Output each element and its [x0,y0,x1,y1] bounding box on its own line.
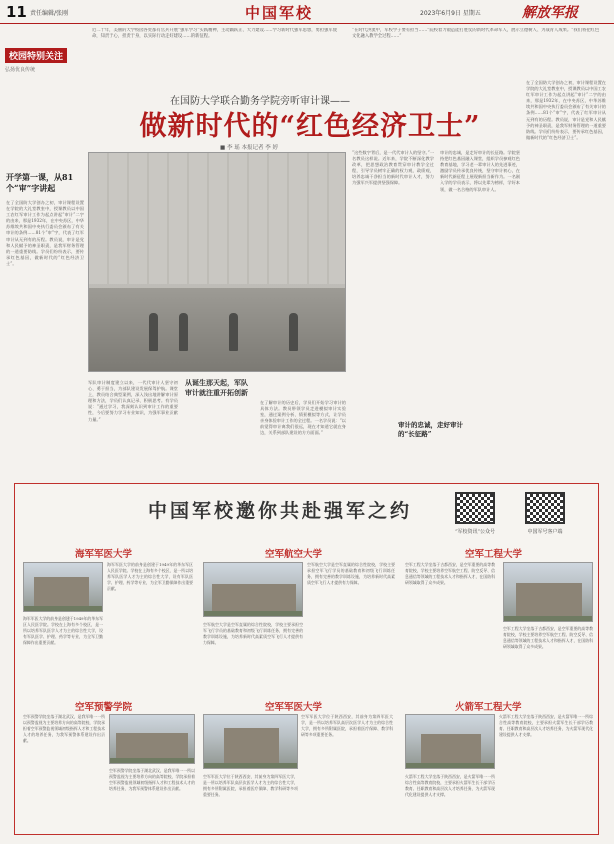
school-text: 火箭军工程大学坐落于陕西西安，是火箭军唯一一所综合性高等教育院校，主要承担火箭军生长干部学历教育、任职教育和高层次人才培养任务，为火箭军现代化建设提供人才支撑。 [405,774,495,797]
school-text: 空军预警学院坐落于湖北武汉，是我军唯一一所以预警监视为主要培养方向的高等院校，学院承担着空军预警监视领域初级指挥人才和工程技术人才的培养任务，为我军预警体系建设作出贡献。 [109,768,195,791]
school-text: 火箭军工程大学坐落于陕西西安，是火箭军唯一一所综合性高等教育院校，主要承担火箭军生长干部学历教育、任职教育和高层次人才培养任务，为火箭军现代化建设提供人才支撑。 [499,714,593,737]
issue-date: 2023年6月9日 星期五 [420,10,481,17]
subhead-loyalty: 审计的忠诚，走好审计的“长征路” [398,421,463,438]
article-column-6: 在了全国防大学创办之初，审计课程设置在学院的大礼堂教室中，授课教员以中国工农红军审计工作为起点讲起“审计”二字的由来，那是1932年，在中央苏区，中华苏维埃共和国中央执行委员会颁布了有关审计的条例……81个“审”字，代表了红军审计从无到有的历程。教员说，审计是党和人民赋予的神圣职责，是我军财务管理的一道重要防线。学员们纷纷表示，要传承红色基因，做新时代的“红色经济卫士”。 [526,80,606,140]
ad-title: 中国军校邀你共赴强军之约 [147,500,412,522]
school-text: 空军军医大学位于陕西西安，其前身为第四军医大学，是一所以培养军队高层次医学人才为主的综合性大学，拥有多所附属医院，承担着医疗保障、教学科研等多项重要任务。 [301,714,393,737]
article-headline: 做新时代的“红色经济卫士” [139,111,481,142]
school-photo [109,714,195,764]
school-photo [23,562,103,612]
school-name: 空军航空大学 [265,549,323,560]
page-number: 11 [6,3,27,21]
school-photo [503,562,593,622]
newspaper-logo: 解放军报 [522,5,578,21]
school-text: 空军军医大学位于陕西西安，其前身为第四军医大学，是一所以培养军队高层次医学人才为主的综合性大学，拥有多所附属医院，承担着医疗保障、教学科研等多项重要任务。 [203,774,298,797]
top-band-right [352,28,602,78]
qr-code-icon [455,492,495,524]
school-text: 海军军医大学的前身是创建于1949年的华东军区人民医学院。学校在上海有多个校区，是一所以培养军队医学人才为主的综合性大学，设有军队医学、护理、药学等专业，为全军卫勤保障作出重要贡献。 [107,562,193,591]
article-column-5: 审计的忠诚，是走好审计的长征路。学院坚持把红色基因融入课堂，组织学员参观红色教育基地，学习老一辈审计人的先进事迹，激励学员传承优良传统，坚守审计初心，在新时代新征程上展现新担当新作为。一名刚入学的学员表示，将以先辈为榜样，学好本领，做一名合格的军队审计人。 [440,150,520,192]
school-name: 空军预警学院 [75,702,133,713]
article-column-3: 在了解审计的历史后，学员们开始学习审计的具体方法。教员带领学员走进模拟审计实验室，通过案例分析、情景模拟等方式，让学员亲身体验审计工作的全过程。一名学员说：“以前觉得审计离我们很远，现在才知道它就在身边，关系到部队建设的方方面面。” [260,400,346,436]
school-name: 海军军医大学 [75,549,133,560]
photo-caption-line2: 审计就注重开拓创新 [185,388,248,397]
school-text: 空军工程大学坐落于古都西安，是空军重要的高等教育院校，学校主要培养空军航空工程、防空反导、信息通信等领域的工程技术人才和指挥人才，在国防科研领域取得了众多成果。 [503,626,593,649]
school-name: 火箭军工程大学 [455,702,522,713]
article-column-1: 在了全国防大学创办之初，审计课程设置在学院的大礼堂教室中，授课教员以中国工农红军审计工作为起点讲起“审计”二字的由来，那是1932年，在中央苏区，中华苏维埃共和国中央执行委员会颁布了有关审计的条例……81个“审”字，代表了红军审计从无到有的历程。教员说，审计是党和人民赋予的神圣职责，是我军财务管理的一道重要防线。学员们纷纷表示，要传承红色基因，做新时代的“红色经济卫士”。 [6,200,84,266]
school-text: 空军预警学院坐落于湖北武汉，是我军唯一一所以预警监视为主要培养方向的高等院校，学院承担着空军预警监视领域初级指挥人才和工程技术人才的培养任务，为我军预警体系建设作出贡献。 [23,714,105,743]
school-name: 空军军医大学 [265,702,323,713]
top-band-left-text: 近二十年，美丽的大学校园各处都有官兵开展“强军学习”实践精神，主动踊跃正、大力建设……学习新时代强军思想，勇担强军使命，知责于心，担责于身，以实际行动走好建设……的新征程。 [92,28,338,40]
military-school-ad [14,483,599,835]
school-text: 空军航空大学是空军直属的综合性院校，学校主要承担空军飞行学员的基础教育和初级飞行训练任务，拥有完善的教学训练设施，为培养新时代高素质空军飞行人才提供有力保障。 [307,562,395,585]
school-text: 海军军医大学的前身是创建于1949年的华东军区人民医学院。学校在上海有多个校区，是一所以培养军队医学人才为主的综合性大学，设有军队医学、护理、药学等专业，为全军卫勤保障作出重要贡献。 [23,616,103,645]
masthead [0,0,614,24]
article-byline: ■ 李 瑶 本报记者 李 婷 [220,145,278,151]
editor-line: 责任编辑/张刚 [30,10,69,17]
school-name: 空军工程大学 [465,549,523,560]
top-band-right-text: “在时代洪流中，军校学子要有担当……”院校着力锻造能打胜仗的新时代革命军人，展示立德树人、为战育人成果。“我们将把红色文化融入教学全过程……” [352,28,600,40]
section-title: 中国军校 [245,4,314,22]
column-subtitle: 弘扬优良传统 [5,67,36,73]
column-title: 校园特别关注 [5,48,67,63]
school-photo [203,562,303,617]
qr-code-icon [525,492,565,524]
school-photo [405,714,495,769]
article-kicker: 在国防大学联合勤务学院旁听审计课—— [170,96,350,107]
column-head [5,44,85,73]
article-column-4: “这些数字背后，是一代代审计人的坚守。”一名教员这样说。近年来，学院不断深化教学改革，把思想政治教育贯穿审计教学全过程，引导学员树牢正确的权力观、政绩观，培养忠诚干净担当的新时代审计人才，努力为强军兴军提供坚强保障。 [352,150,434,186]
subhead-first-lesson: 开学第一课，从81个“审”字讲起 [6,172,74,193]
school-text: 空军工程大学坐落于古都西安，是空军重要的高等教育院校，学校主要培养空军航空工程、防空反导、信息通信等领域的工程技术人才和指挥人才，在国防科研领域取得了众多成果。 [405,562,495,585]
qr-label-1: “军校资讯”公众号 [454,529,496,535]
qr-label-2: 中国军号客户端 [527,529,563,535]
school-photo [203,714,298,769]
article-column-2: 军队审计制度建立以来，一代代审计人坚守初心、勇于担当，为部队建设发展保驾护航。课堂上，教员结合典型案例，深入浅出地讲解审计原理和方法，学员们认真记录、积极思考。有学员说：“通过学习，我深刻认识到审计工作的重要性，今后要努力学习专业知识，为强军事业贡献力量。” [88,380,178,422]
top-band-left [92,28,342,78]
photo-caption-line1: 从诞生那天起，军队 [185,378,248,387]
article-photo [88,152,346,372]
school-text: 空军航空大学是空军直属的综合性院校，学校主要承担空军飞行学员的基础教育和初级飞行训练任务，拥有完善的教学训练设施，为培养新时代高素质空军飞行人才提供有力保障。 [203,622,303,645]
